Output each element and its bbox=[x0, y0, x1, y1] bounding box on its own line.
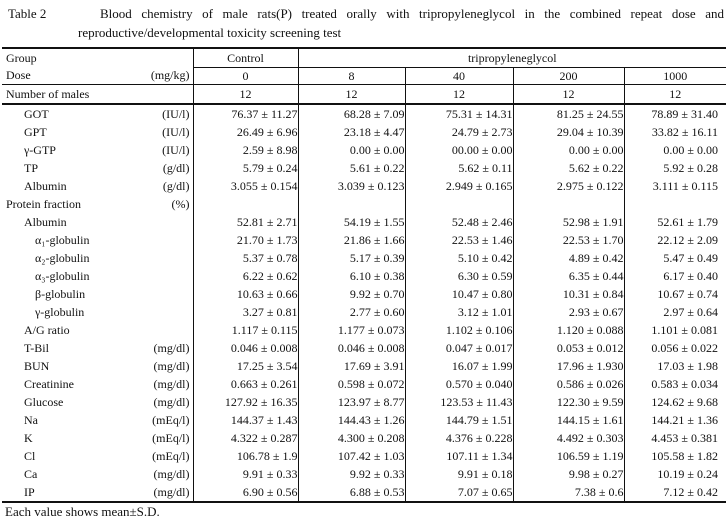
value-cell: 5.10 ± 0.42 bbox=[405, 249, 513, 267]
value-cell: 4.300 ± 0.208 bbox=[298, 429, 405, 447]
value-cell: 23.18 ± 4.47 bbox=[298, 123, 405, 141]
value-cell: 2.97 ± 0.64 bbox=[663, 304, 719, 319]
row-label-cell bbox=[2, 249, 193, 267]
table-row bbox=[2, 267, 726, 285]
value-cell: 144.79 ± 1.51 bbox=[405, 411, 513, 429]
row-unit: (mEq/l) bbox=[152, 448, 190, 463]
row-label-cell bbox=[2, 141, 193, 159]
value-cell: 0.046 ± 0.008 bbox=[298, 339, 405, 357]
value-cell: 24.79 ± 2.73 bbox=[405, 123, 513, 141]
n-males-value-cell: 12 bbox=[513, 85, 624, 105]
group-label-cell bbox=[2, 48, 193, 68]
row-label-cell bbox=[2, 303, 193, 321]
value-cell: 9.98 ± 0.27 bbox=[513, 465, 624, 483]
row-label: Albumin bbox=[24, 214, 67, 229]
value-cell: 0.583 ± 0.034 bbox=[651, 376, 719, 391]
value-cell: 0.046 ± 0.008 bbox=[193, 339, 298, 357]
table-row bbox=[2, 213, 726, 231]
row-label: Protein fraction bbox=[6, 196, 81, 211]
value-cell: 1.102 ± 0.106 bbox=[405, 321, 513, 339]
table-row bbox=[2, 447, 726, 465]
row-unit: (g/dl) bbox=[162, 178, 190, 193]
row-label: β-globulin bbox=[35, 286, 86, 301]
row-label: α₁-globulin bbox=[35, 232, 90, 247]
value-cell: 6.88 ± 0.53 bbox=[298, 483, 405, 502]
value-cell: 52.81 ± 2.71 bbox=[193, 213, 298, 231]
row-label-cell bbox=[2, 285, 193, 303]
value-cell: 9.91 ± 0.33 bbox=[193, 465, 298, 483]
row-unit: (mg/dl) bbox=[153, 466, 190, 481]
value-cell: 10.47 ± 0.80 bbox=[405, 285, 513, 303]
value-cell: 6.22 ± 0.62 bbox=[193, 267, 298, 285]
value-cell: 4.453 ± 0.381 bbox=[651, 430, 719, 445]
value-cell: 6.10 ± 0.38 bbox=[298, 267, 405, 285]
value-cell: 7.38 ± 0.6 bbox=[513, 483, 624, 502]
row-label: TP bbox=[24, 160, 39, 175]
table-row bbox=[2, 411, 726, 429]
row-unit: (mg/dl) bbox=[153, 484, 190, 499]
value-cell: 4.492 ± 0.303 bbox=[513, 429, 624, 447]
value-cell: 10.63 ± 0.66 bbox=[193, 285, 298, 303]
value-cell: 6.90 ± 0.56 bbox=[193, 483, 298, 502]
value-cell: 3.055 ± 0.154 bbox=[193, 177, 298, 195]
treatment-header-cell: tripropyleneglycol bbox=[298, 48, 726, 68]
row-label-cell bbox=[2, 411, 193, 429]
dose-value-cell: 0 bbox=[193, 68, 298, 85]
value-cell: 124.62 ± 9.68 bbox=[651, 394, 719, 409]
value-cell: 106.59 ± 1.19 bbox=[513, 447, 624, 465]
row-unit: (mg/dl) bbox=[153, 358, 190, 373]
n-males-value-cell: 12 bbox=[298, 85, 405, 105]
row-label: Albumin bbox=[24, 178, 67, 193]
value-cell: 17.69 ± 3.91 bbox=[298, 357, 405, 375]
value-cell: 0.598 ± 0.072 bbox=[298, 375, 405, 393]
row-label-cell bbox=[2, 123, 193, 141]
dose-value-cell: 8 bbox=[298, 68, 405, 85]
table-row bbox=[2, 357, 726, 375]
row-label-cell bbox=[2, 231, 193, 249]
row-label: α₃-globulin bbox=[35, 268, 90, 283]
value-cell: 21.86 ± 1.66 bbox=[298, 231, 405, 249]
value-cell: 33.82 ± 16.11 bbox=[651, 124, 719, 139]
value-cell: 0.570 ± 0.040 bbox=[405, 375, 513, 393]
table-row bbox=[2, 429, 726, 447]
value-cell: 122.30 ± 9.59 bbox=[513, 393, 624, 411]
row-label-cell bbox=[2, 267, 193, 285]
row-label-cell bbox=[2, 104, 193, 123]
row-unit: (mg/dl) bbox=[153, 340, 190, 355]
row-label: Na bbox=[24, 412, 38, 427]
n-males-row bbox=[2, 85, 726, 105]
row-label-cell bbox=[2, 159, 193, 177]
row-label-cell bbox=[2, 429, 193, 447]
value-cell: 5.61 ± 0.22 bbox=[298, 159, 405, 177]
table-row bbox=[2, 177, 726, 195]
value-cell: 9.91 ± 0.18 bbox=[405, 465, 513, 483]
blood-chemistry-table bbox=[2, 47, 726, 503]
row-label-cell bbox=[2, 213, 193, 231]
value-cell bbox=[513, 195, 624, 213]
row-label: K bbox=[24, 430, 33, 445]
dose-header-row bbox=[2, 68, 726, 85]
table-row bbox=[2, 123, 726, 141]
row-unit: (mEq/l) bbox=[152, 430, 190, 445]
value-cell: 4.376 ± 0.228 bbox=[405, 429, 513, 447]
value-cell: 2.949 ± 0.165 bbox=[405, 177, 513, 195]
value-cell: 1.117 ± 0.115 bbox=[193, 321, 298, 339]
row-unit: (g/dl) bbox=[162, 160, 190, 175]
value-cell: 144.37 ± 1.43 bbox=[193, 411, 298, 429]
row-label-cell bbox=[2, 357, 193, 375]
value-cell: 5.62 ± 0.22 bbox=[513, 159, 624, 177]
value-cell: 3.111 ± 0.115 bbox=[652, 178, 719, 193]
n-males-value-cell: 12 bbox=[193, 85, 298, 105]
value-cell: 2.975 ± 0.122 bbox=[513, 177, 624, 195]
value-cell: 107.42 ± 1.03 bbox=[298, 447, 405, 465]
value-cell: 17.96 ± 1.930 bbox=[513, 357, 624, 375]
row-unit: (IU/l) bbox=[162, 124, 190, 139]
table-row bbox=[2, 393, 726, 411]
row-label-cell bbox=[2, 465, 193, 483]
row-label: A/G ratio bbox=[24, 322, 70, 337]
table-row bbox=[2, 249, 726, 267]
row-label: IP bbox=[24, 484, 35, 499]
row-label: GOT bbox=[24, 106, 49, 121]
dose-label: Dose bbox=[6, 68, 31, 83]
row-label-cell bbox=[2, 375, 193, 393]
value-cell: 10.19 ± 0.24 bbox=[657, 466, 719, 481]
value-cell: 3.12 ± 1.01 bbox=[405, 303, 513, 321]
value-cell: 54.19 ± 1.55 bbox=[298, 213, 405, 231]
value-cell: 1.120 ± 0.088 bbox=[513, 321, 624, 339]
table-row bbox=[2, 339, 726, 357]
row-unit: (IU/l) bbox=[162, 142, 190, 157]
table-row bbox=[2, 375, 726, 393]
row-unit: (mEq/l) bbox=[152, 412, 190, 427]
control-header-cell: Control bbox=[193, 48, 298, 68]
table-number-label: Table 2 bbox=[8, 6, 47, 21]
row-unit: (IU/l) bbox=[162, 106, 190, 121]
value-cell: 52.48 ± 2.46 bbox=[405, 213, 513, 231]
table-row bbox=[2, 465, 726, 483]
value-cell: 0.047 ± 0.017 bbox=[405, 339, 513, 357]
row-label: BUN bbox=[24, 358, 50, 373]
value-cell: 6.30 ± 0.59 bbox=[405, 267, 513, 285]
dose-label-cell bbox=[2, 68, 193, 85]
dose-value-cell: 40 bbox=[405, 68, 513, 85]
row-label-cell bbox=[2, 447, 193, 465]
value-cell: 0.663 ± 0.261 bbox=[193, 375, 298, 393]
value-cell: 0.00 ± 0.00 bbox=[513, 141, 624, 159]
table-row bbox=[2, 285, 726, 303]
table-row bbox=[2, 104, 726, 123]
value-cell: 10.31 ± 0.84 bbox=[513, 285, 624, 303]
value-cell: 52.98 ± 1.91 bbox=[513, 213, 624, 231]
n-males-value-cell: 12 bbox=[405, 85, 513, 105]
value-cell: 9.92 ± 0.70 bbox=[298, 285, 405, 303]
row-unit: (%) bbox=[171, 196, 190, 211]
value-cell: 68.28 ± 7.09 bbox=[298, 104, 405, 123]
value-cell: 2.59 ± 8.98 bbox=[193, 141, 298, 159]
row-label-cell bbox=[2, 393, 193, 411]
table-row bbox=[2, 159, 726, 177]
value-cell: 22.53 ± 1.70 bbox=[513, 231, 624, 249]
value-cell: 26.49 ± 6.96 bbox=[193, 123, 298, 141]
dose-value-cell: 1000 bbox=[624, 68, 726, 85]
value-cell: 29.04 ± 10.39 bbox=[513, 123, 624, 141]
value-cell: 2.77 ± 0.60 bbox=[298, 303, 405, 321]
value-cell: 5.79 ± 0.24 bbox=[193, 159, 298, 177]
value-cell: 5.62 ± 0.11 bbox=[405, 159, 513, 177]
value-cell bbox=[298, 195, 405, 213]
value-cell: 5.47 ± 0.49 bbox=[663, 250, 719, 265]
value-cell: 144.15 ± 1.61 bbox=[513, 411, 624, 429]
value-cell: 75.31 ± 14.31 bbox=[405, 104, 513, 123]
value-cell: 6.35 ± 0.44 bbox=[513, 267, 624, 285]
n-males-label-cell bbox=[2, 85, 193, 105]
row-label: γ-globulin bbox=[35, 304, 85, 319]
row-unit: (mg/dl) bbox=[153, 376, 190, 391]
row-label: Cl bbox=[24, 448, 36, 463]
value-cell: 78.89 ± 31.40 bbox=[651, 106, 719, 121]
dose-unit: (mg/kg) bbox=[150, 68, 190, 83]
value-cell: 7.12 ± 0.42 bbox=[663, 484, 719, 499]
value-cell: 0.586 ± 0.026 bbox=[513, 375, 624, 393]
row-label-cell bbox=[2, 195, 193, 213]
value-cell: 1.177 ± 0.073 bbox=[298, 321, 405, 339]
footnote: Each value shows mean±S.D. bbox=[5, 504, 160, 519]
value-cell: 3.039 ± 0.123 bbox=[298, 177, 405, 195]
value-cell: 7.07 ± 0.65 bbox=[405, 483, 513, 502]
value-cell: 5.37 ± 0.78 bbox=[193, 249, 298, 267]
value-cell: 5.92 ± 0.28 bbox=[663, 160, 719, 175]
table-row bbox=[2, 321, 726, 339]
table-caption bbox=[0, 4, 728, 46]
group-label: Group bbox=[6, 50, 37, 65]
value-cell bbox=[624, 195, 726, 213]
value-cell: 123.97 ± 8.77 bbox=[298, 393, 405, 411]
value-cell: 5.17 ± 0.39 bbox=[298, 249, 405, 267]
row-label-cell bbox=[2, 483, 193, 502]
value-cell: 0.056 ± 0.022 bbox=[651, 340, 719, 355]
value-cell: 22.12 ± 2.09 bbox=[657, 232, 719, 247]
caption-line-1: Blood chemistry of male rats(P) treated orally with tripropyleneglycol in the combined repeat dose and bbox=[100, 6, 724, 21]
value-cell: 0.00 ± 0.00 bbox=[298, 141, 405, 159]
value-cell: 6.17 ± 0.40 bbox=[663, 268, 719, 283]
value-cell: 21.70 ± 1.73 bbox=[193, 231, 298, 249]
table-row bbox=[2, 303, 726, 321]
row-label: α₂-globulin bbox=[35, 250, 90, 265]
value-cell: 106.78 ± 1.9 bbox=[193, 447, 298, 465]
value-cell: 3.27 ± 0.81 bbox=[193, 303, 298, 321]
value-cell: 144.21 ± 1.36 bbox=[651, 412, 719, 427]
table-row bbox=[2, 231, 726, 249]
table-body bbox=[2, 104, 726, 502]
row-label: T-Bil bbox=[24, 340, 49, 355]
value-cell: 0.053 ± 0.012 bbox=[513, 339, 624, 357]
value-cell: 4.322 ± 0.287 bbox=[193, 429, 298, 447]
table-row bbox=[2, 195, 726, 213]
value-cell: 17.03 ± 1.98 bbox=[657, 358, 719, 373]
value-cell: 0.00 ± 0.00 bbox=[663, 142, 719, 157]
row-label: γ-GTP bbox=[24, 142, 56, 157]
n-males-label: Number of males bbox=[6, 86, 90, 101]
dose-value-cell: 200 bbox=[513, 68, 624, 85]
value-cell: 127.92 ± 16.35 bbox=[193, 393, 298, 411]
row-label-cell bbox=[2, 339, 193, 357]
row-label-cell bbox=[2, 321, 193, 339]
value-cell bbox=[405, 195, 513, 213]
value-cell: 00.00 ± 0.00 bbox=[405, 141, 513, 159]
value-cell: 1.101 ± 0.081 bbox=[651, 322, 719, 337]
caption-line-2: reproductive/developmental toxicity screening test bbox=[78, 25, 342, 40]
value-cell: 144.43 ± 1.26 bbox=[298, 411, 405, 429]
n-males-value-cell: 12 bbox=[624, 85, 726, 105]
table-row bbox=[2, 141, 726, 159]
row-label: Ca bbox=[24, 466, 38, 481]
value-cell: 9.92 ± 0.33 bbox=[298, 465, 405, 483]
value-cell: 52.61 ± 1.79 bbox=[657, 214, 719, 229]
value-cell: 81.25 ± 24.55 bbox=[513, 104, 624, 123]
value-cell bbox=[193, 195, 298, 213]
row-unit: (mg/dl) bbox=[153, 394, 190, 409]
value-cell: 4.89 ± 0.42 bbox=[513, 249, 624, 267]
value-cell: 17.25 ± 3.54 bbox=[193, 357, 298, 375]
value-cell: 10.67 ± 0.74 bbox=[657, 286, 719, 301]
value-cell: 2.93 ± 0.67 bbox=[513, 303, 624, 321]
row-label: Creatinine bbox=[24, 376, 74, 391]
value-cell: 123.53 ± 11.43 bbox=[405, 393, 513, 411]
row-label: GPT bbox=[24, 124, 47, 139]
value-cell: 22.53 ± 1.46 bbox=[405, 231, 513, 249]
value-cell: 107.11 ± 1.34 bbox=[405, 447, 513, 465]
value-cell: 76.37 ± 11.27 bbox=[193, 104, 298, 123]
value-cell: 16.07 ± 1.99 bbox=[405, 357, 513, 375]
table-row bbox=[2, 483, 726, 502]
row-label-cell bbox=[2, 177, 193, 195]
value-cell: 105.58 ± 1.82 bbox=[651, 448, 719, 463]
group-header-row bbox=[2, 48, 726, 68]
row-label: Glucose bbox=[24, 394, 64, 409]
